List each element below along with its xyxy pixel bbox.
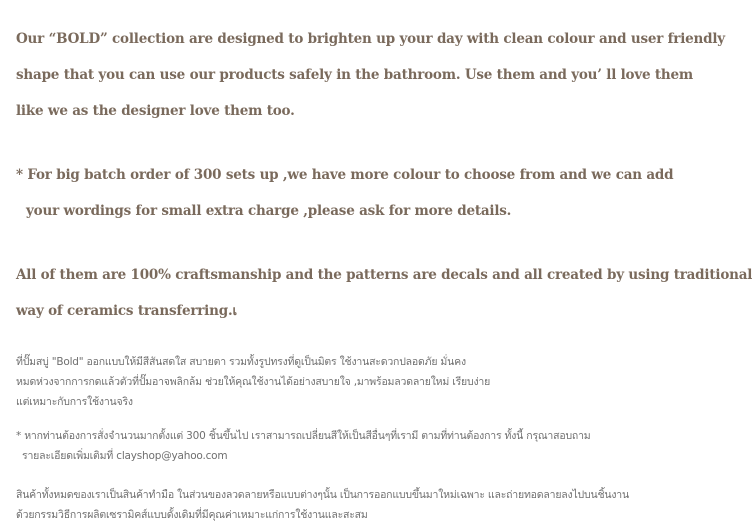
english-description [16,12,752,338]
thai-paragraph-bulk-order [16,426,656,466]
text-line: หมดห่วงจากการกดแล้วตัวที่ปั๊มอาจพลิกล้ม ช่วยให้คุณใช้งานได้อย่างสบายใจ ,มาพร้อมลวดลายใหม่ เรียบง่าย [16,376,491,388]
text-line: Our “BOLD” collection are designed to brighten up your day with clean colour and user friendly [16,31,725,47]
text-line: * หากท่านต้องการสั่งจำนวนมากตั้งแต่ 300 ชิ้นขึ้นไป เราสามารถเปลี่ยนสีให้เป็นสีอื่นๆที่เรามี ตามที่ท่านต้องการ ทั้งนี้ กรุณาสอบถาม [16,430,591,442]
thai-description [16,352,656,525]
text-line: ที่ปั๊มสบู่ "Bold" ออกแบบให้มีสีสันสดใส สบายตา รวมทั้งรูปทรงที่ดูเป็นมิตร ใช้งานสะดวกปลอดภัย มั่นคง [16,356,466,368]
text-line: * For big batch order of 300 sets up ,we have more colour to choose from and we can add [16,167,674,183]
english-paragraph-bulk-order [16,148,674,238]
thai-paragraph-craftsmanship [16,485,656,525]
thai-paragraph-collection [16,352,656,412]
english-paragraph-craftsmanship [16,248,752,338]
text-line: แต่เหมาะกับการใช้งานจริง [16,396,133,408]
text-line: สินค้าทั้งหมดของเราเป็นสินค้าทำมือ ในส่วนของลวดลายหรือแบบต่างๆนั้น เป็นการออกแบบขึ้นมาใหม่เฉพาะ และถ่ายทอดลายลงไปบนชิ้นงาน [16,489,629,501]
text-line: way of ceramics transferring.เ [16,303,237,319]
text-line: shape that you can use our products safely in the bathroom. Use them and you’ ll love them [16,67,694,83]
text-line: like we as the designer love them too. [16,103,295,119]
text-line: All of them are 100% craftsmanship and the patterns are decals and all created by using traditional [16,267,752,283]
text-line: ด้วยกรรมวิธีการผลิตเซรามิคส์แบบดั้งเดิมที่มีคุณค่าเหมาะแก่การใช้งานและสะสม [16,509,368,521]
text-line: รายละเอียดเพิ่มเติมที่ clayshop@yahoo.com [22,450,228,462]
product-description [16,12,752,525]
text-line: your wordings for small extra charge ,please ask for more details. [26,203,512,219]
english-paragraph-collection [16,12,725,138]
